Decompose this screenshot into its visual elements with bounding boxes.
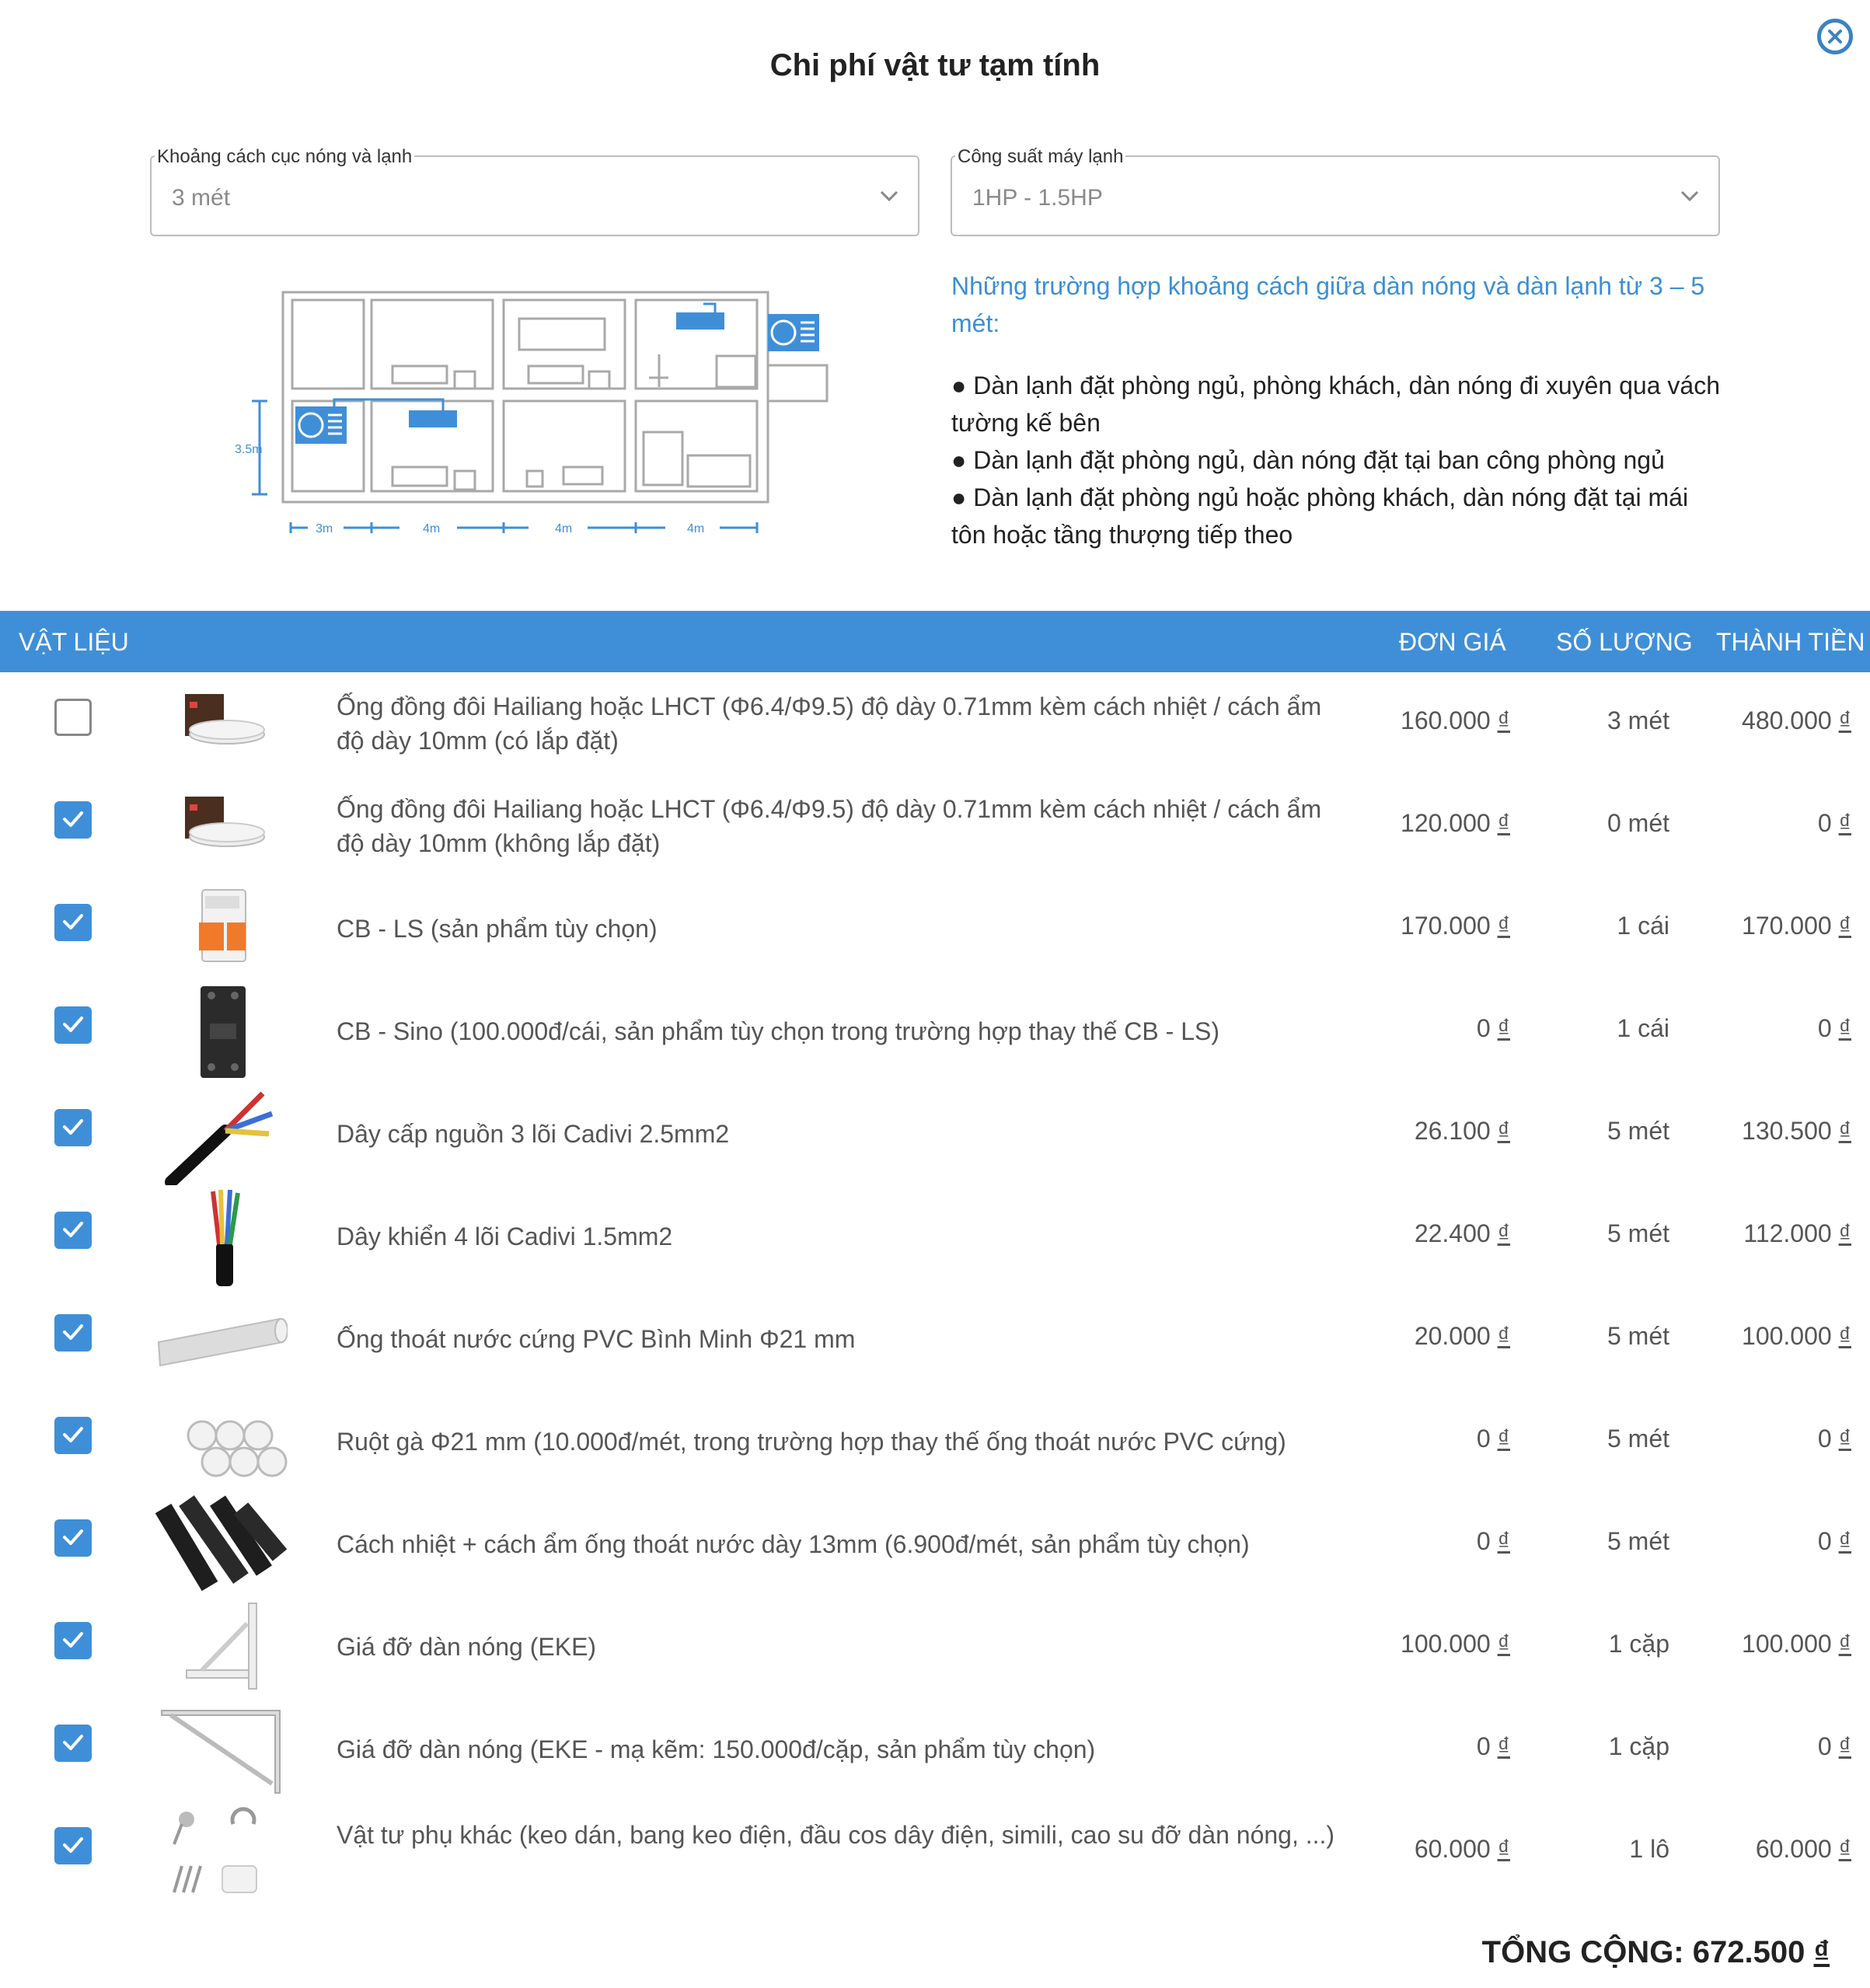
checkmark-icon [62, 1529, 84, 1546]
quantity: 1 cái [1617, 1014, 1669, 1042]
indoor-unit-icon [676, 312, 724, 330]
checkmark-icon [62, 811, 84, 828]
table-row [0, 980, 1870, 1083]
unit-price [1401, 912, 1510, 940]
power-select-value: 1HP - 1.5HP [972, 185, 1103, 211]
unit-price [1477, 1732, 1510, 1761]
outdoor-unit-icon [295, 406, 347, 444]
material-name: Vật tư phụ khác (keo dán, bang keo điện, đầu cos dây điện, simili, cao su đỡ dàn nóng, ...) [337, 1821, 1335, 1849]
unit-price-value: 60.000 [1414, 1835, 1491, 1863]
header-material: VẬT LIỆU [19, 628, 129, 656]
quantity: 1 lô [1629, 1835, 1669, 1863]
material-name: CB - Sino (100.000đ/cái, sản phẩm tùy chọn trong trường hợp thay thế CB - LS) [337, 1017, 1219, 1045]
header-quantity: SỐ LƯỢNG [1556, 628, 1693, 656]
row-checkbox[interactable] [54, 1725, 92, 1762]
line-total-value: 0 [1817, 1014, 1832, 1042]
diagram-width-label: 4m [423, 522, 441, 535]
currency-symbol: ₫ [1497, 1835, 1510, 1863]
currency-symbol: ₫ [1497, 1014, 1510, 1042]
currency-symbol: ₫ [1838, 809, 1851, 837]
row-checkbox[interactable] [54, 1519, 92, 1557]
line-total-value: 0 [1817, 1425, 1832, 1453]
table-row [0, 1698, 1870, 1801]
currency-symbol: ₫ [1497, 1630, 1510, 1658]
house-layout-diagram [233, 284, 839, 541]
unit-price-value: 160.000 [1401, 706, 1491, 734]
unit-price-value: 0 [1476, 1425, 1491, 1453]
row-checkbox[interactable] [54, 1006, 92, 1044]
diagram-height-label: 3.5m [235, 443, 263, 456]
line-total [1742, 706, 1851, 735]
product-image [155, 1698, 288, 1801]
distance-select-value: 3 mét [172, 185, 231, 211]
material-name: Giá đỡ dàn nóng (EKE) [337, 1633, 597, 1661]
currency-symbol: ₫ [1838, 706, 1851, 734]
product-image [155, 775, 288, 877]
quantity: 0 mét [1607, 809, 1669, 837]
unit-price-value: 170.000 [1401, 912, 1491, 940]
distance-select[interactable] [150, 146, 919, 236]
table-row [0, 1390, 1870, 1493]
currency-symbol: ₫ [1838, 1630, 1851, 1658]
line-total-value: 100.000 [1742, 1322, 1832, 1350]
unit-price [1415, 1835, 1510, 1864]
line-total-value: 0 [1817, 1732, 1832, 1760]
unit-price [1401, 1630, 1510, 1658]
line-total-value: 60.000 [1755, 1835, 1832, 1863]
quantity: 1 cặp [1608, 1630, 1669, 1658]
quantity: 5 mét [1607, 1527, 1669, 1555]
line-total [1818, 1014, 1851, 1043]
table-row [0, 877, 1870, 980]
row-checkbox[interactable] [54, 1212, 92, 1249]
info-item: ● Dàn lạnh đặt phòng ngủ, dàn nóng đặt tại ban công phòng ngủ [951, 446, 1665, 474]
currency-symbol: ₫ [1497, 1425, 1510, 1453]
table-header [0, 611, 1870, 672]
unit-price-value: 20.000 [1414, 1322, 1491, 1350]
row-checkbox[interactable] [54, 904, 92, 941]
close-icon [1826, 28, 1844, 45]
material-name: Cách nhiệt + cách ẩm ống thoát nước dày 13mm (6.900đ/mét, sản phẩm tùy chọn) [337, 1530, 1250, 1558]
row-checkbox[interactable] [54, 1109, 92, 1146]
table-row [0, 775, 1870, 877]
modal-title: Chi phí vật tư tạm tính [769, 48, 1101, 82]
line-total [1742, 912, 1851, 940]
unit-price [1401, 809, 1510, 838]
diagram-width-label: 3m [316, 522, 333, 535]
chevron-down-icon [879, 188, 899, 204]
currency-symbol: ₫ [1497, 706, 1510, 734]
product-image [155, 672, 288, 775]
line-total-value: 100.000 [1742, 1630, 1832, 1658]
grand-total [1482, 1935, 1830, 1970]
checkmark-icon [62, 1016, 84, 1033]
checkmark-icon [62, 1221, 84, 1238]
table-row [0, 1493, 1870, 1596]
table-row [0, 1185, 1870, 1288]
currency-symbol: ₫ [1497, 1117, 1510, 1145]
row-checkbox[interactable] [54, 1827, 92, 1864]
currency-symbol: ₫ [1838, 1117, 1851, 1145]
info-panel [951, 267, 1729, 553]
row-checkbox[interactable] [54, 699, 92, 736]
material-name: Ống đồng đôi Hailiang hoặc LHCT (Φ6.4/Φ9.5) độ dày 0.71mm kèm cách nhiệt / cách ẩm độ dày 10mm (có lắp đặt) [337, 692, 1322, 755]
currency-symbol: ₫ [1497, 1527, 1510, 1555]
currency-symbol: ₫ [1838, 1322, 1851, 1350]
product-image [155, 1288, 288, 1390]
unit-price-value: 100.000 [1401, 1630, 1491, 1658]
line-total-value: 0 [1817, 809, 1832, 837]
material-name: Dây cấp nguồn 3 lõi Cadivi 2.5mm2 [337, 1120, 730, 1148]
currency-symbol: ₫ [1838, 912, 1851, 940]
currency-symbol: ₫ [1497, 809, 1510, 837]
checkmark-icon [62, 913, 84, 930]
unit-price [1477, 1527, 1510, 1556]
checkmark-icon [62, 1324, 84, 1341]
line-total [1818, 1527, 1851, 1556]
table-row [0, 1083, 1870, 1185]
header-total: THÀNH TIỀN [1716, 628, 1865, 656]
table-row [0, 672, 1870, 775]
line-total-value: 0 [1817, 1527, 1832, 1555]
product-image [155, 1801, 288, 1903]
unit-price-value: 0 [1476, 1527, 1491, 1555]
unit-price [1477, 1425, 1510, 1453]
product-image [155, 1493, 288, 1596]
currency-symbol: ₫ [1838, 1732, 1851, 1760]
info-heading: Những trường hợp khoảng cách giữa dàn nóng và dàn lạnh từ 3 – 5 mét: [951, 272, 1705, 337]
currency-symbol: ₫ [1497, 912, 1510, 940]
checkmark-icon [62, 1631, 84, 1648]
checkmark-icon [62, 1836, 84, 1854]
line-total [1818, 1425, 1851, 1453]
row-checkbox[interactable] [54, 801, 92, 839]
quantity: 5 mét [1607, 1322, 1669, 1350]
quantity: 1 cặp [1608, 1732, 1669, 1760]
info-item: ● Dàn lạnh đặt phòng ngủ hoặc phòng khách, dàn nóng đặt tại mái tôn hoặc tầng thượng tiếp theo [951, 483, 1689, 549]
unit-price [1415, 1117, 1510, 1146]
currency-symbol: ₫ [1813, 1935, 1830, 1969]
unit-price-value: 0 [1476, 1014, 1491, 1042]
checkmark-icon [62, 1734, 84, 1751]
line-total-value: 130.500 [1742, 1117, 1832, 1145]
line-total [1742, 1117, 1851, 1146]
material-name: Ống thoát nước cứng PVC Bình Minh Φ21 mm [337, 1325, 856, 1353]
unit-price-value: 22.400 [1414, 1219, 1491, 1247]
indoor-unit-icon [409, 410, 457, 427]
quantity: 5 mét [1607, 1219, 1669, 1247]
currency-symbol: ₫ [1838, 1425, 1851, 1453]
quantity: 3 mét [1607, 706, 1669, 734]
outdoor-unit-icon [768, 314, 819, 351]
unit-price-value: 0 [1476, 1732, 1491, 1760]
line-total [1818, 1732, 1851, 1761]
checkmark-icon [62, 1118, 84, 1135]
unit-price [1477, 1014, 1510, 1043]
line-total [1756, 1835, 1851, 1864]
diagram-width-label: 4m [687, 522, 705, 535]
unit-price [1401, 706, 1510, 735]
diagram-width-label: 4m [555, 522, 573, 535]
line-total-value: 170.000 [1742, 912, 1832, 940]
line-total-value: 480.000 [1742, 706, 1832, 734]
product-image [155, 980, 288, 1083]
currency-symbol: ₫ [1838, 1219, 1851, 1247]
line-total [1818, 809, 1851, 838]
currency-symbol: ₫ [1838, 1527, 1851, 1555]
material-name: Ống đồng đôi Hailiang hoặc LHCT (Φ6.4/Φ9.5) độ dày 0.71mm kèm cách nhiệt / cách ẩm độ dày 10mm (không lắp đặt) [337, 795, 1322, 857]
product-image [155, 1390, 288, 1493]
power-select[interactable] [951, 146, 1720, 236]
currency-symbol: ₫ [1838, 1014, 1851, 1042]
info-item: ● Dàn lạnh đặt phòng ngủ, phòng khách, dàn nóng đi xuyên qua vách tường kế bên [951, 371, 1720, 437]
line-total [1742, 1322, 1851, 1351]
currency-symbol: ₫ [1497, 1322, 1510, 1350]
quantity: 5 mét [1607, 1425, 1669, 1453]
table-row [0, 1288, 1870, 1390]
product-image [155, 877, 288, 980]
line-total [1743, 1219, 1851, 1248]
unit-price [1415, 1219, 1510, 1248]
header-unit-price: ĐƠN GIÁ [1399, 628, 1506, 656]
material-name: Dây khiển 4 lõi Cadivi 1.5mm2 [337, 1222, 673, 1250]
product-image [155, 1596, 288, 1698]
table-row [0, 1801, 1870, 1903]
currency-symbol: ₫ [1838, 1835, 1851, 1863]
grand-total-amount: 672.500 [1692, 1935, 1805, 1969]
quantity: 1 cái [1617, 912, 1669, 940]
product-image [155, 1185, 288, 1288]
line-total [1742, 1630, 1851, 1658]
product-image [155, 1083, 288, 1185]
power-select-label: Công suất máy lạnh [955, 146, 1125, 168]
quantity: 5 mét [1607, 1117, 1669, 1145]
row-checkbox[interactable] [54, 1314, 92, 1351]
line-total-value: 112.000 [1743, 1219, 1832, 1247]
distance-select-label: Khoảng cách cục nóng và lạnh [155, 146, 414, 168]
material-name: CB - LS (sản phẩm tùy chọn) [337, 915, 658, 943]
material-name: Ruột gà Φ21 mm (10.000đ/mét, trong trường hợp thay thế ống thoát nước PVC cứng) [337, 1428, 1286, 1456]
unit-price-value: 120.000 [1401, 809, 1491, 837]
chevron-down-icon [1680, 188, 1700, 204]
table-row [0, 1596, 1870, 1698]
unit-price [1415, 1322, 1510, 1351]
row-checkbox[interactable] [54, 1622, 92, 1659]
checkmark-icon [62, 1426, 84, 1443]
unit-price-value: 26.100 [1414, 1117, 1491, 1145]
currency-symbol: ₫ [1497, 1219, 1510, 1247]
grand-total-label: TỔNG CỘNG: [1481, 1935, 1684, 1969]
material-name: Giá đỡ dàn nóng (EKE - mạ kẽm: 150.000đ/cặp, sản phẩm tùy chọn) [337, 1735, 1096, 1763]
materials-table-body [0, 672, 1870, 1903]
row-checkbox[interactable] [54, 1417, 92, 1454]
currency-symbol: ₫ [1497, 1732, 1510, 1760]
